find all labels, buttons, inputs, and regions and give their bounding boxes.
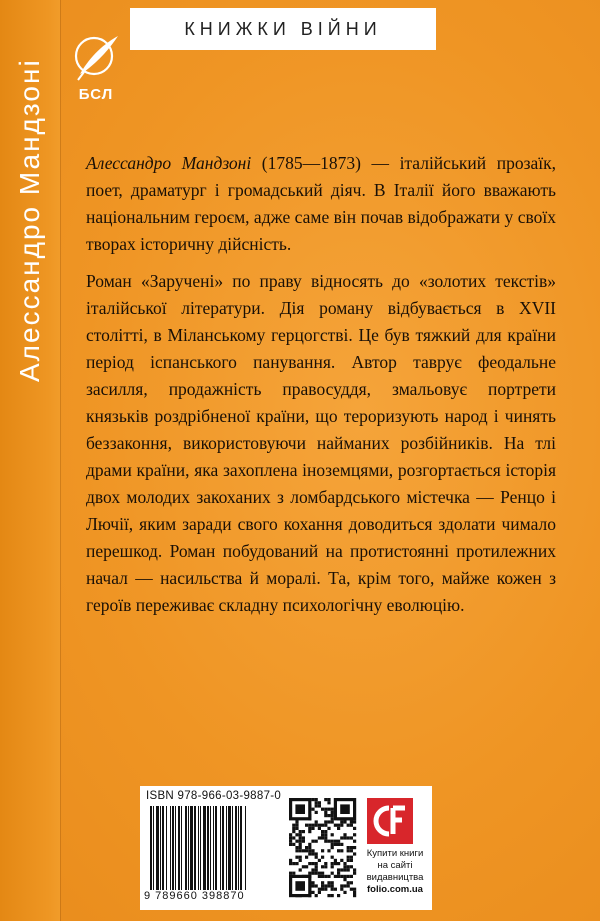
barcode-bar [235,806,237,890]
barcode-bar [215,806,217,890]
qr-module [311,852,314,855]
qr-module [295,827,298,830]
publisher-promo [361,794,429,904]
qr-module [350,846,353,849]
qr-module [289,859,292,862]
qr-module [327,881,330,884]
quill-feather-icon [70,30,122,86]
qr-module [331,888,334,891]
qr-module [315,824,318,827]
qr-module [295,840,298,843]
barcode-bar [172,806,174,890]
qr-module [315,872,318,875]
qr-module [308,843,311,846]
qr-module [321,830,324,833]
author-bio-text: (1785—1873) — італійський прозаїк, поет, драматург і громадський діяч. В Італії його вважають національним героєм, адже саме він почав відображати у своїх творах історичну дійсність. [86,153,556,254]
qr-module [350,836,353,839]
qr-module [302,849,305,852]
qr-module [302,836,305,839]
series-banner [130,8,436,50]
qr-module [353,868,356,871]
barcode-bar [240,806,242,890]
qr-module [315,811,318,814]
qr-module [321,881,324,884]
qr-module [295,849,298,852]
qr-module [340,884,343,887]
qr-module [347,868,350,871]
qr-module [305,856,308,859]
qr-code[interactable] [287,796,359,900]
qr-module [311,840,314,843]
barcode-bar [203,806,206,890]
qr-module [308,846,311,849]
qr-module [321,875,324,878]
qr-module [295,820,298,823]
qr-module [324,840,327,843]
qr-module [331,881,334,884]
qr-module [315,856,318,859]
qr-module [292,824,295,827]
qr-module [324,820,327,823]
barcode-bar [220,806,221,890]
promo-site[interactable]: folio.com.ua [367,884,423,895]
qr-module [334,824,337,827]
qr-module [353,872,356,875]
qr-module [299,830,302,833]
qr-module [289,836,292,839]
qr-module [347,856,350,859]
qr-module [311,827,314,830]
qr-module [308,849,311,852]
qr-module [292,862,295,865]
qr-module [324,814,327,817]
qr-module [350,881,353,884]
qr-module [331,872,334,875]
qr-module [350,824,353,827]
qr-module [318,836,321,839]
qr-module [327,808,330,811]
qr-module [289,843,292,846]
isbn-number: ISBN 978-966-03-9887-0 [146,790,282,802]
promo-line-3: видавництва [366,872,424,883]
qr-module [337,840,340,843]
barcode-bar [226,806,227,890]
qr-module [331,808,334,811]
qr-module [318,804,321,807]
qr-module [340,843,343,846]
qr-module [327,798,330,801]
qr-module [324,798,327,801]
qr-module [321,849,324,852]
qr-module [295,824,298,827]
barcode [148,806,276,890]
qr-module [350,875,353,878]
barcode-bar [222,806,224,890]
barcode-digits: 9 789660 398870 [144,890,245,902]
qr-module [327,894,330,897]
qr-module [337,843,340,846]
qr-module [334,875,337,878]
qr-module [315,820,318,823]
qr-module [305,824,308,827]
barcode-bar [162,806,164,890]
qr-module [311,891,314,894]
qr-module [311,872,314,875]
qr-module [292,872,295,875]
barcode-bar [181,806,182,890]
qr-module [308,872,311,875]
qr-module [340,849,343,852]
qr-module [315,840,318,843]
barcode-bar [228,806,231,890]
qr-module [343,884,346,887]
novel-description-paragraph: Роман «Заручені» по праву відносять до «золотих текстів» італійської літератури. Дія роману відбувається в XVII столітті, в Міланському герцогстві. Це був тяжкий для країни період іспанського панування. Автор таврує феодальне засилля, продажність правосуддя, змальовує портрети князьків роздрібненої країни, що тероризують народ і чинять беззаконня, використовуючи найманих розбійників. На тлі драми країни, яка захоплена іноземцями, розгортається історія двох молодих закоханих з ломбардського містечка — Ренцо і Лючії, яким заради свого кохання доводиться здолати чимало перешкод. Роман побудований на протистоянні протилежних начал — насильства й моралі. Та, крім того, майже кожен з героїв переживає складну психологічну еволюцію. [86,271,556,615]
qr-module [331,862,334,865]
qr-module [315,884,318,887]
qr-module [311,824,314,827]
qr-module [302,830,305,833]
qr-module [321,856,324,859]
qr-module [327,875,330,878]
qr-module [324,862,327,865]
qr-module [324,811,327,814]
qr-module [324,808,327,811]
barcode-bar [185,806,187,890]
qr-module [327,840,330,843]
qr-module [331,846,334,849]
qr-module [292,843,295,846]
barcode-bar [200,806,201,890]
qr-module [311,798,314,801]
qr-module [353,846,356,849]
qr-module [308,862,311,865]
barcode-bar [150,806,152,890]
qr-module [318,827,321,830]
qr-module [343,820,346,823]
qr-module [295,856,298,859]
qr-module [350,859,353,862]
qr-module [337,872,340,875]
qr-module [327,820,330,823]
promo-text [361,848,429,896]
qr-finder-center [340,804,350,814]
series-title: КНИЖКИ ВІЙНИ [184,18,382,39]
barcode-bar [175,806,176,890]
qr-module [331,856,334,859]
qr-module [315,862,318,865]
qr-module [353,852,356,855]
qr-module [353,894,356,897]
qr-module [324,836,327,839]
qr-module [299,856,302,859]
qr-module [350,865,353,868]
publisher-logo [70,30,122,108]
qr-module [321,808,324,811]
qr-module [343,878,346,881]
qr-module [347,884,350,887]
promo-line-2: на сайті [377,860,413,871]
qr-module [315,865,318,868]
qr-module [321,824,324,827]
qr-module [308,824,311,827]
barcode-bar [160,806,161,890]
qr-module [331,894,334,897]
qr-module [337,894,340,897]
qr-module [318,875,321,878]
qr-module [353,891,356,894]
qr-module [353,820,356,823]
spine-author-name: Алессандро Мандзоні [14,58,45,382]
qr-finder-center [295,881,305,891]
qr-module [343,836,346,839]
qr-module [353,840,356,843]
qr-module [340,820,343,823]
qr-module [289,833,292,836]
qr-module [334,843,337,846]
qr-module [311,881,314,884]
qr-module [324,884,327,887]
qr-module [350,888,353,891]
qr-module [321,884,324,887]
qr-module [318,824,321,827]
qr-module [321,833,324,836]
qr-module [347,849,350,852]
qr-module [334,888,337,891]
qr-module [334,862,337,865]
qr-module [292,830,295,833]
qr-module [347,836,350,839]
qr-module [334,859,337,862]
qr-module [340,836,343,839]
qr-module [318,891,321,894]
qr-module [318,872,321,875]
qr-module [327,801,330,804]
qr-module [340,875,343,878]
qr-module [331,865,334,868]
qr-module [295,846,298,849]
barcode-bar [166,806,167,890]
qr-module [334,840,337,843]
qr-module [299,836,302,839]
qr-module [327,814,330,817]
barcode-bar [190,806,193,890]
qr-module [324,865,327,868]
qr-module [321,865,324,868]
barcode-bar [170,806,171,890]
qr-module [315,798,318,801]
barcode-bar [245,806,246,890]
qr-module [327,827,330,830]
qr-module [331,843,334,846]
qr-module [343,833,346,836]
barcode-bar [210,806,211,890]
qr-module [308,827,311,830]
qr-module [324,824,327,827]
qr-module [331,884,334,887]
qr-module [343,868,346,871]
qr-module [331,811,334,814]
qr-module [327,849,330,852]
qr-module [327,884,330,887]
qr-module [343,862,346,865]
qr-module [299,868,302,871]
barcode-bar [207,806,209,890]
qr-module [305,865,308,868]
qr-module [305,849,308,852]
qr-module [311,868,314,871]
qr-module [311,849,314,852]
qr-module [318,801,321,804]
barcode-bar [213,806,214,890]
qr-module [331,833,334,836]
qr-module [347,875,350,878]
barcode-bar [153,806,154,890]
qr-module [340,888,343,891]
spine-divider [60,0,61,921]
qr-module [324,875,327,878]
qr-module [347,859,350,862]
qr-module [331,820,334,823]
qr-module [289,862,292,865]
qr-module [308,852,311,855]
qr-module [353,827,356,830]
qr-module [337,868,340,871]
qr-module [343,875,346,878]
qr-module [340,868,343,871]
qr-module [324,830,327,833]
barcode-bar [198,806,199,890]
author-name: Алессандро Мандзоні [86,153,252,173]
qr-module [295,862,298,865]
qr-module [331,814,334,817]
qr-module [340,824,343,827]
qr-module [324,888,327,891]
qr-module [350,856,353,859]
qr-module [343,865,346,868]
qr-module [299,833,302,836]
qr-module [315,852,318,855]
qr-module [299,859,302,862]
qr-module [337,824,340,827]
barcode-bar [156,806,159,890]
qr-module [292,836,295,839]
qr-module [315,894,318,897]
qr-module [295,833,298,836]
qr-module [311,884,314,887]
author-bio-paragraph [86,150,556,258]
qr-module [315,868,318,871]
qr-module [299,849,302,852]
qr-module [353,833,356,836]
qr-module [311,862,314,865]
barcode-bar [188,806,189,890]
qr-module [340,859,343,862]
qr-module [343,891,346,894]
qr-module [299,846,302,849]
qr-module [337,849,340,852]
barcode-bar [178,806,180,890]
qr-module [321,836,324,839]
qr-module [302,840,305,843]
qr-module [347,824,350,827]
qr-module [337,862,340,865]
qr-module [299,843,302,846]
qr-module [353,888,356,891]
qr-module [350,849,353,852]
qr-module [289,872,292,875]
qr-module [347,881,350,884]
qr-module [302,865,305,868]
qr-finder-center [295,804,305,814]
barcode-bar [232,806,233,890]
qr-module [289,840,292,843]
qr-module [347,846,350,849]
qr-module [321,888,324,891]
qr-module [337,875,340,878]
qr-module [347,865,350,868]
qr-module [305,846,308,849]
qr-module [331,840,334,843]
qr-module [311,808,314,811]
qr-module [315,801,318,804]
qr-module [318,888,321,891]
qr-module [318,859,321,862]
qr-module [324,833,327,836]
qr-module [308,830,311,833]
barcode-bar [238,806,239,890]
qr-module [350,820,353,823]
qr-module [331,817,334,820]
barcode-bar [194,806,196,890]
qr-module [299,840,302,843]
qr-module [321,872,324,875]
qr-module [337,827,340,830]
barcode-panel [140,786,432,910]
publisher-logo-text: БСЛ [78,86,114,103]
qr-module [315,804,318,807]
promo-line-1: Купити книги [366,848,424,859]
folio-logo-icon [367,798,413,844]
qr-module [292,827,295,830]
